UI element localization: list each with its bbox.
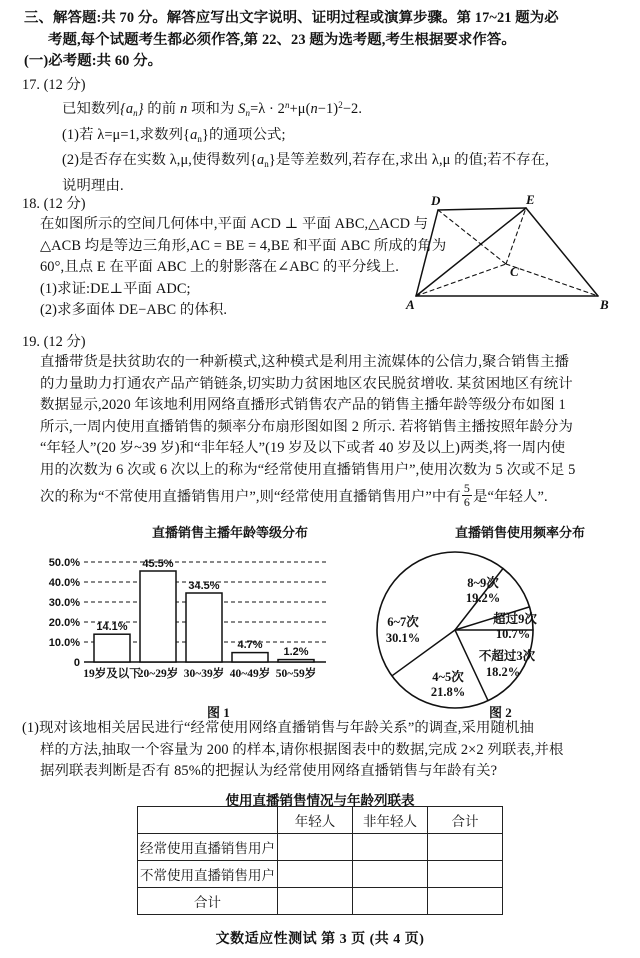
q19-line-7 bbox=[40, 482, 636, 512]
fraction-denominator: 6 bbox=[463, 494, 471, 509]
fraction-five-sixths bbox=[462, 482, 472, 508]
q18-marks: (12 分) bbox=[43, 196, 86, 212]
pie-chart bbox=[355, 540, 570, 718]
bar-50-59 bbox=[278, 660, 314, 662]
question-18-body bbox=[40, 214, 447, 322]
q18-line-3: 60°,且点 E 在平面 ABC 上的射影落在∠ABC 的平分线上. bbox=[40, 259, 400, 276]
bar-19-and-under bbox=[94, 634, 130, 662]
cell-total-not-young[interactable] bbox=[353, 888, 428, 915]
q18-part-1: (1)求证:DE⊥平面 ADC; bbox=[40, 280, 191, 297]
q18-line-2: △ACB 均是等边三角形,AC = BE = 4,BE 和平面 ABC 所成的角为 bbox=[40, 237, 447, 254]
q19-line-4: 所示,一周内使用直播销售的频率分布扇形图如图 2 所示. 若将销售主播按照年龄分为 bbox=[40, 418, 573, 435]
q19-line-5: “年轻人”(20 岁~39 岁)和“非年轻人”(19 岁及以下或者 40 岁及以上)两类,将一周内使 bbox=[40, 440, 566, 457]
page-footer: 文数适应性测试 第 3 页 (共 4 页) bbox=[215, 932, 425, 947]
q17-part-2: (2)是否存在实数 λ,μ,使得数列$\{a_n\}$是等差数列,若存在,求出 λ,μ 的值;若不存在, bbox=[62, 152, 549, 170]
row-label-total: 合计 bbox=[138, 888, 278, 915]
pie-value-6-7: 30.1% bbox=[385, 631, 421, 645]
row-label-infrequent: 不常使用直播销售用户 bbox=[138, 861, 278, 888]
bar-label-40-49: 4.7% bbox=[237, 639, 263, 651]
section-heading bbox=[24, 8, 640, 73]
y-tick-40: 40.0% bbox=[48, 577, 80, 589]
pie-label-8-9: 8~9次 bbox=[467, 576, 499, 590]
bar-30-39 bbox=[186, 593, 222, 662]
vertex-label-E: E bbox=[526, 192, 535, 207]
cell-infrequent-not-young[interactable] bbox=[353, 861, 428, 888]
cell-frequent-young[interactable] bbox=[278, 834, 353, 861]
vertex-label-C: C bbox=[510, 264, 519, 279]
bar-label-20-29: 45.5% bbox=[142, 558, 174, 570]
y-tick-10: 10.0% bbox=[48, 637, 80, 649]
solid-geometry-figure bbox=[398, 192, 636, 310]
pie-label-under-3: 不超过3次 bbox=[478, 649, 536, 663]
q19-line-3: 数据显示,2020 年该地利用网络直播形式销售农产品的销售主播年龄等级分布如图 1 bbox=[40, 397, 566, 414]
contingency-table-title: 使用直播销售情况与年龄列联表 bbox=[225, 793, 415, 808]
col-header-young: 年轻人 bbox=[278, 807, 353, 834]
cell-infrequent-total[interactable] bbox=[428, 861, 503, 888]
q19-part1-line-1: (1)现对该地相关居民进行“经常使用网络直播销售与年龄关系”的调查,采用随机抽 bbox=[22, 720, 534, 736]
q19-line-6: 用的次数为 6 次或 6 次以上的称为“经常使用直播销售用户”,使用次数为 5 次或不足 5 bbox=[40, 461, 576, 478]
vertex-label-A: A bbox=[406, 297, 415, 310]
figure-1-caption: 图 1 bbox=[207, 705, 230, 720]
q18-number-text: 18. bbox=[22, 196, 40, 212]
x-label-30-39: 30~39岁 bbox=[183, 668, 225, 680]
q19-line-1: 直播带货是扶贫助农的一种新模式,这种模式是利用主流媒体的公信力,聚合销售主播 bbox=[40, 354, 570, 370]
pie-label-6-7: 6~7次 bbox=[387, 615, 419, 629]
col-header-not-young: 非年轻人 bbox=[353, 807, 428, 834]
question-17-body bbox=[62, 95, 622, 197]
bar-chart bbox=[28, 544, 328, 696]
q19-part1-line-3: 据列联表判断是否有 85%的把握认为经常使用网络直播销售与年龄有关? bbox=[40, 763, 498, 780]
q19-line-2: 的力量助力打通农产品产销链条,切实助力贫困地区农民脱贫增收. 某贫困地区有统计 bbox=[40, 375, 573, 392]
y-tick-30: 30.0% bbox=[48, 597, 80, 609]
question-19-part-1 bbox=[22, 718, 634, 783]
bar-40-49 bbox=[232, 653, 268, 662]
section-heading-line-2: 考题,每个试题考生都必须作答,第 22、23 题为选考题,考生根据要求作答。 bbox=[48, 31, 516, 48]
pie-label-over-9: 超过9次 bbox=[493, 612, 537, 626]
q17-stem: 已知数列$\{a_n\}$ 的前 n 项和为 $S_n=\lambda \cdot 2^n+\mu(n-1)^2-2$. bbox=[62, 100, 363, 118]
pie-value-under-3: 18.2% bbox=[485, 665, 521, 679]
cell-total-total[interactable] bbox=[428, 888, 503, 915]
pie-value-over-9: 10.7% bbox=[495, 627, 531, 641]
q18-line-1: 在如图所示的空间几何体中,平面 ACD ⊥ 平面 ABC,△ACD 与 bbox=[40, 216, 429, 232]
y-tick-20: 20.0% bbox=[48, 617, 80, 629]
fraction-numerator: 5 bbox=[463, 481, 471, 496]
pie-chart-title: 直播销售使用频率分布 bbox=[455, 525, 586, 540]
y-tick-0: 0 bbox=[73, 657, 80, 669]
col-header-total: 合计 bbox=[428, 807, 503, 834]
x-label-50-59: 50~59岁 bbox=[275, 668, 317, 680]
section-heading-line-1: 三、解答题:共 70 分。解答应写出文字说明、证明过程或演算步骤。第 17~21 题为必 bbox=[24, 10, 559, 26]
q19-marks: (12 分) bbox=[43, 334, 86, 350]
q18-part-2: (2)求多面体 DE−ABC 的体积. bbox=[40, 302, 228, 319]
bar-label-19-and-under: 14.1% bbox=[96, 621, 128, 633]
question-19-body bbox=[40, 352, 636, 512]
vertex-label-B: B bbox=[600, 297, 609, 310]
table-corner-cell bbox=[138, 807, 278, 834]
q17-stem-prefix: 已知数列 bbox=[62, 101, 120, 117]
cell-infrequent-young[interactable] bbox=[278, 861, 353, 888]
question-19-number bbox=[22, 330, 86, 351]
x-label-40-49: 40~49岁 bbox=[229, 668, 271, 680]
table-header-row bbox=[138, 807, 503, 834]
q17-number-text: 17. bbox=[22, 77, 40, 93]
row-label-frequent: 经常使用直播销售用户 bbox=[138, 834, 278, 861]
vertex-label-D: D bbox=[431, 193, 441, 208]
pie-value-4-5: 21.8% bbox=[430, 685, 466, 699]
figure-2-caption: 图 2 bbox=[489, 705, 512, 720]
bar-label-30-39: 34.5% bbox=[188, 580, 220, 592]
y-tick-50: 50.0% bbox=[48, 557, 80, 569]
cell-frequent-total[interactable] bbox=[428, 834, 503, 861]
table-row bbox=[138, 834, 503, 861]
pie-value-8-9: 19.2% bbox=[465, 591, 501, 605]
section-subheading: (一)必考题:共 60 分。 bbox=[24, 53, 163, 70]
question-17-number bbox=[22, 73, 86, 94]
question-18-number bbox=[22, 192, 86, 213]
cell-frequent-not-young[interactable] bbox=[353, 834, 428, 861]
charts-row bbox=[0, 522, 640, 720]
q17-part-1: (1)若 λ=μ=1,求数列$\{a_n\}$的通项公式; bbox=[62, 126, 286, 144]
q17-part-2-cont: 说明理由. bbox=[62, 177, 124, 194]
q19-line-7-a: 次的称为“不常使用直播销售用户”,则“经常使用直播销售用户”中有 bbox=[40, 488, 461, 505]
q17-stem-mid: 的前 n 项和为 $S_n=\lambda \cdot 2^n+\mu(n-1)^2-2$. bbox=[147, 100, 363, 118]
cell-total-young[interactable] bbox=[278, 888, 353, 915]
bar-chart-title: 直播销售主播年龄等级分布 bbox=[152, 525, 309, 540]
x-label-20-29: 20~29岁 bbox=[137, 668, 179, 680]
bar-label-50-59: 1.2% bbox=[283, 646, 309, 658]
table-row bbox=[138, 861, 503, 888]
q19-part1-line-2: 样的方法,抽取一个容量为 200 的样本,请你根据图表中的数据,完成 2×2 列联表,并根 bbox=[40, 741, 564, 758]
x-label-19-and-under: 19岁及以下 bbox=[83, 668, 141, 680]
bar-20-29 bbox=[140, 571, 176, 662]
q19-number-text: 19. bbox=[22, 334, 40, 350]
q17-marks: (12 分) bbox=[43, 77, 86, 93]
pie-label-4-5: 4~5次 bbox=[432, 670, 464, 684]
contingency-table bbox=[137, 806, 503, 915]
table-row bbox=[138, 888, 503, 915]
q19-line-7-b: 是“年轻人”. bbox=[473, 488, 548, 505]
